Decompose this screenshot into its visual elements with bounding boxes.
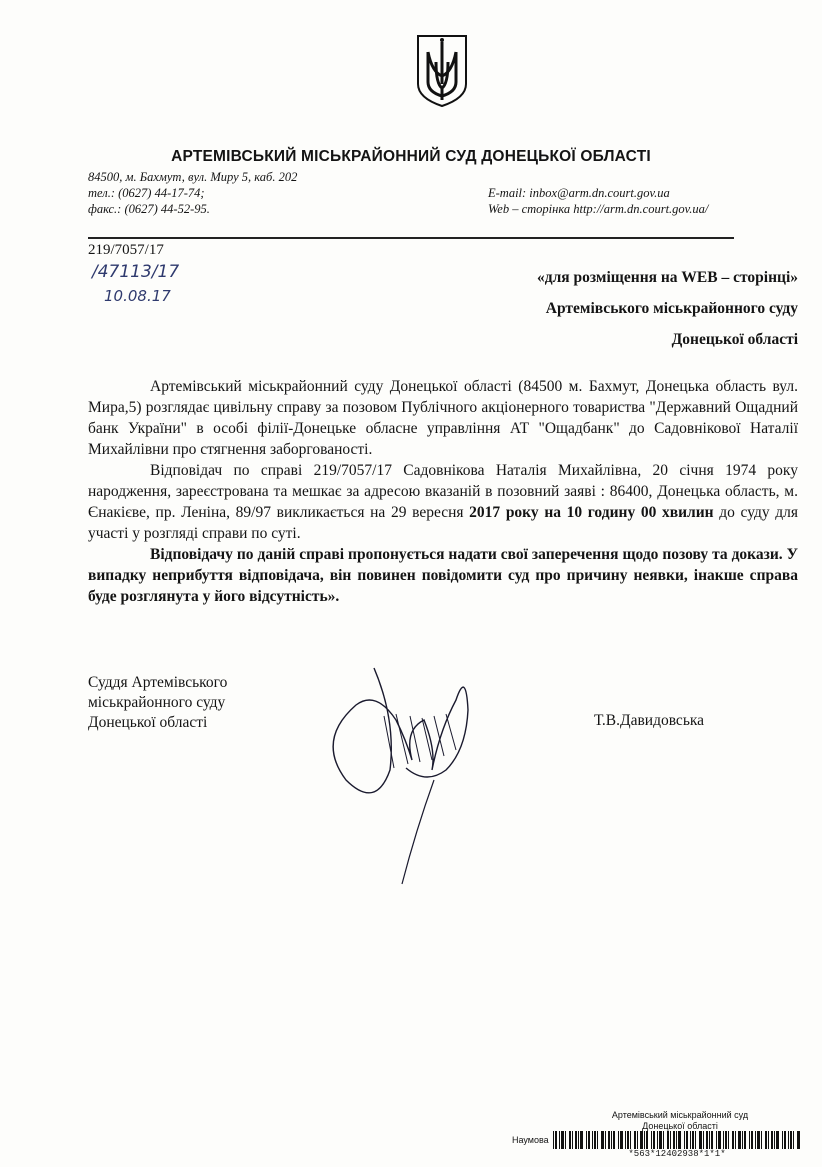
court-phone: тел.: (0627) 44-17-74; [88, 186, 205, 200]
body-paragraph-2 [88, 460, 798, 544]
judge-name: Т.В.Давидовська [594, 712, 705, 729]
court-email: E-mail: inbox@arm.dn.court.gov.ua [488, 186, 670, 200]
registry-stamp-line-2: Донецької області [642, 1121, 718, 1131]
header-divider [88, 237, 734, 239]
court-fax: факс.: (0627) 44-52-95. [88, 202, 210, 216]
court-contacts [88, 169, 297, 217]
barcode-number: *563*12402938*1*1* [628, 1149, 726, 1159]
letter-body [88, 376, 798, 607]
registry-stamp [560, 1110, 800, 1132]
case-number: 219/7057/17 [88, 242, 164, 258]
judge-title [88, 673, 227, 733]
court-address: 84500, м. Бахмут, вул. Миру 5, каб. 202 [88, 170, 298, 184]
body-paragraph-3: Відповідачу по даній справі пропонується надати свої заперечення щодо позову та докази. У випадку неприбуття відповідача, він повинен повідомити суд про причину неявки, інакше справа буде розглянута у його відсутність». [88, 546, 798, 605]
addressee-line-2: Артемівського міськрайонного суду [545, 300, 798, 317]
barcode [553, 1131, 801, 1149]
judge-title-line-2: міськрайонного суду [88, 694, 226, 711]
summons-text: Відповідач по справі 219/7057/17 Садовнікова Наталія Михайлівна, 20 січня 1974 року народження, зареєстрована та мешкає за адресою вказаній в позовний заяві : 86400, Донецька область, м. Єнакієве, пр. Леніна, 89/97 викликається на 29 вересня [88, 462, 798, 521]
court-online-contacts [488, 185, 708, 217]
registry-clerk: Наумова [512, 1135, 549, 1145]
handwritten-signature [316, 660, 486, 890]
hearing-time: на 10 годину 00 хвилин [544, 504, 714, 521]
court-title: АРТЕМІВСЬКИЙ МІСЬКРАЙОННИЙ СУД ДОНЕЦЬКОЇ ОБЛАСТІ [171, 148, 651, 165]
summons-purpose: до суду для участі у розгляді справи по суті. [88, 504, 799, 542]
court-website: Web – сторінка http://arm.dn.court.gov.ua/ [488, 202, 709, 216]
coat-of-arms-icon [414, 32, 470, 108]
handwritten-date: 10.08.17 [104, 287, 171, 305]
judge-title-line-3: Донецької області [88, 714, 208, 731]
registry-stamp-line-1: Артемівський міськрайонний суд [611, 1110, 749, 1120]
handwritten-incoming-number: /47113/17 [92, 262, 180, 282]
judge-title-line-1: Суддя Артемівського [88, 674, 228, 691]
addressee-line-1: «для розміщення на WEB – сторінці» [537, 269, 798, 286]
addressee-line-3: Донецької області [671, 331, 798, 348]
body-paragraph-1: Артемівський міськрайонний суду Донецької області (84500 м. Бахмут, Донецька область вул. Мира,5) розглядає цивільну справу за позовом Публічного акціонерного товариства "Державний Ощадний банк України" в особі філії-Донецьке обласне управління АТ "Ощадбанк" до Садовнікової Наталії Михайлівни про стягнення заборгованості. [88, 378, 798, 458]
hearing-year: 2017 року [469, 504, 539, 521]
addressee-block [537, 262, 798, 355]
